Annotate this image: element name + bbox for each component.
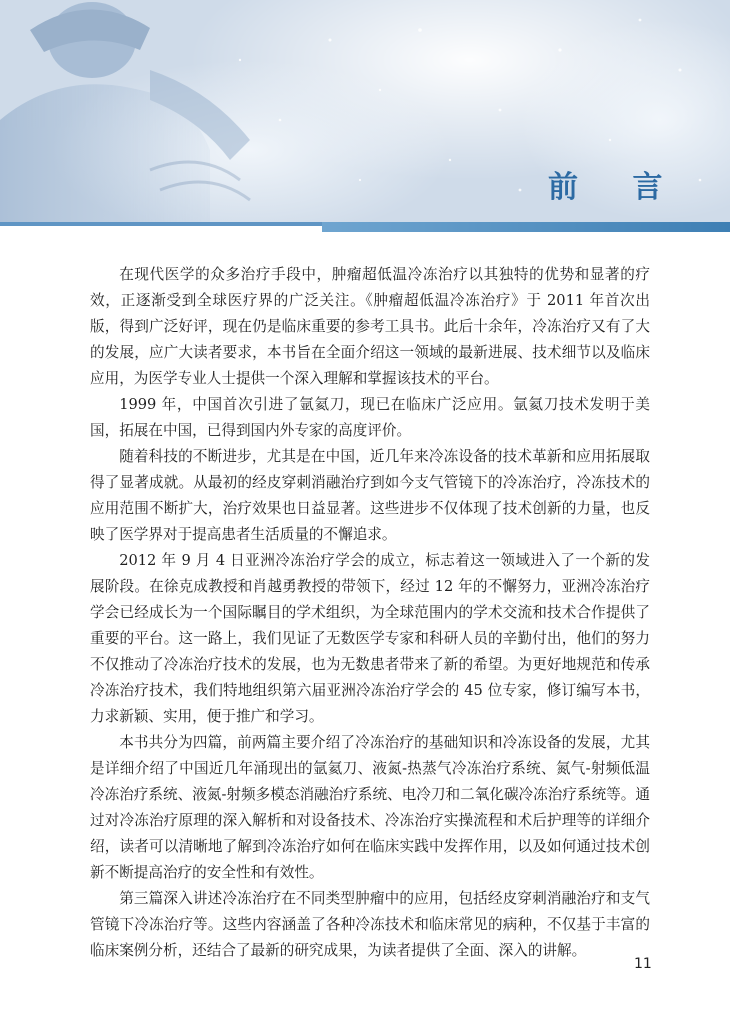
header-rule	[0, 222, 730, 232]
paragraph: 2012 年 9 月 4 日亚洲冷冻治疗学会的成立，标志着这一领域进入了一个新的发展阶段。在徐克成教授和肖越勇教授的带领下，经过 12 年的不懈努力，亚洲冷冻治疗学会已经成长为一个国际瞩目的学术组织，为全球范围内的学术交流和技术合作提供了重要的平台。这一路上，我们见证了无数医学专家和科研人员的辛勤付出，他们的努力不仅推动了冷冻治疗技术的发展，也为无数患者带来了新的希望。为更好地规范和传承冷冻治疗技术，我们特地组织第六届亚洲冷冻治疗学会的 45 位专家，修订编写本书，力求新颖、实用，便于推广和学习。	[90, 552, 650, 725]
header-banner	[0, 0, 730, 222]
paragraph: 本书共分为四篇，前两篇主要介绍了冷冻治疗的基础知识和冷冻设备的发展，尤其是详细介绍了中国近几年涌现出的氩氦刀、液氮-热蒸气冷冻治疗系统、氮气-射频低温冷冻治疗系统、液氮-射频多模态消融治疗系统、电冷刀和二氧化碳冷冻治疗系统等。通过对冷冻治疗原理的深入解析和对设备技术、冷冻治疗实操流程和术后护理等的详细介绍，读者可以清晰地了解到冷冻治疗如何在临床实践中发挥作用，以及如何通过技术创新不断提高治疗的安全性和有效性。	[90, 734, 650, 881]
header-rule-thick	[322, 222, 730, 232]
paragraph: 在现代医学的众多治疗手段中，肿瘤超低温冷冻治疗以其独特的优势和显著的疗效，正逐渐受到全球医疗界的广泛关注。《肿瘤超低温冷冻治疗》于 2011 年首次出版，得到广泛好评，现在仍是临床重要的参考工具书。此后十余年，冷冻治疗又有了大的发展，应广大读者要求，本书旨在全面介绍这一领域的最新进展、技术细节以及临床应用，为医学专业人士提供一个深入理解和掌握该技术的平台。	[90, 266, 650, 387]
page-number: 11	[634, 956, 652, 972]
paragraph: 1999 年，中国首次引进了氩氦刀，现已在临床广泛应用。氩氦刀技术发明于美国，拓展在中国，已得到国内外专家的高度评价。	[90, 396, 650, 439]
body-text	[90, 262, 650, 964]
paragraph: 随着科技的不断进步，尤其是在中国，近几年来冷冻设备的技术革新和应用拓展取得了显著成就。从最初的经皮穿刺消融治疗到如今支气管镜下的冷冻治疗，冷冻技术的应用范围不断扩大，治疗效果也日益显著。这些进步不仅体现了技术创新的力量，也反映了医学界对于提高患者生活质量的不懈追求。	[90, 448, 650, 543]
paragraph: 第三篇深入讲述冷冻治疗在不同类型肿瘤中的应用，包括经皮穿刺消融治疗和支气管镜下冷冻治疗等。这些内容涵盖了各种冷冻技术和临床常见的病种，不仅基于丰富的临床案例分析，还结合了最新的研究成果，为读者提供了全面、深入的讲解。	[90, 890, 650, 959]
page-title: 前 言	[548, 170, 685, 205]
header-rule-thin	[0, 222, 322, 226]
